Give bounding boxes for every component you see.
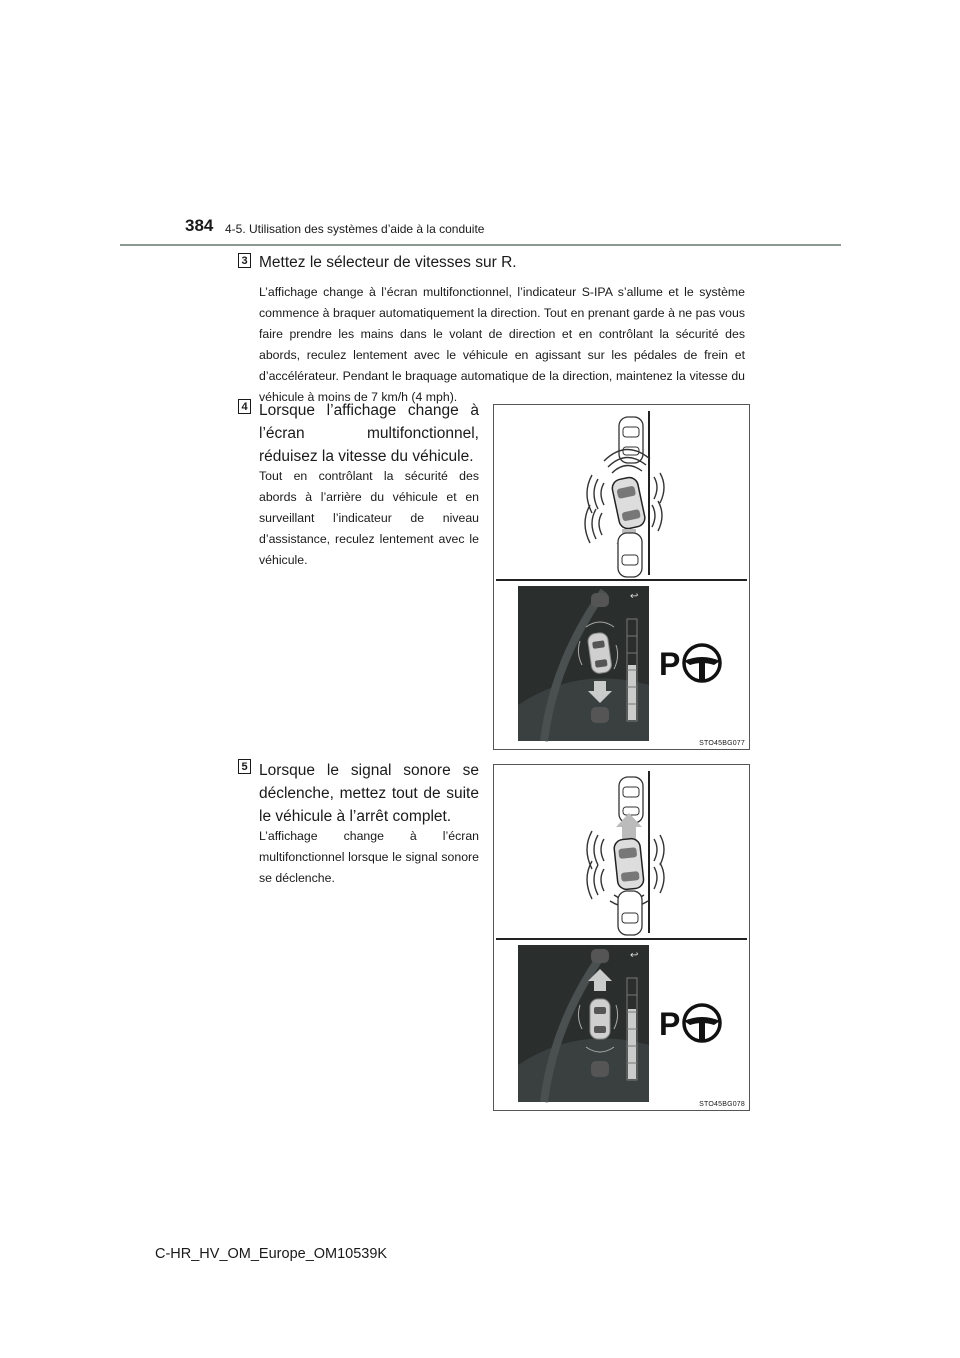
step-title-5: Lorsque le signal sonore se déclenche, mettez tout de suite le véhicule à l’arrêt complet. [259,762,479,825]
steering-wheel-icon [684,645,720,681]
back-icon: ↩ [630,950,639,961]
section-title: 4-5. Utilisation des systèmes d’aide à la conduite [225,222,485,236]
figure-reverse-approach [493,404,750,750]
parked-car-icon [618,891,642,935]
multi-information-display [518,945,649,1102]
parked-car-icon [619,417,643,463]
step-title-3: Mettez le sélecteur de vitesses sur R. [259,254,517,271]
step-title-4: Lorsque l’affichage change à l’écran multifonctionnel, réduisez la vitesse du véhicule. [259,402,479,465]
step-body-4: Tout en contrôlant la sécurité des abords à l’arrière du véhicule et en surveillant l’indicateur de niveau d’assistance, reculez lentement avec le véhicule. [259,469,479,567]
multi-information-display [518,586,649,741]
own-car-icon [611,476,647,530]
figure-code: STO45BG078 [699,1101,745,1108]
parked-car-icon [618,533,642,577]
back-icon: ↩ [630,591,639,602]
own-car-icon [613,838,644,890]
figure-reverse-approach-drawing [494,405,749,749]
figure-stop-vehicle [493,764,750,1111]
parking-assist-icon: P [659,646,681,682]
parking-assist-icon: P [659,1006,681,1042]
steering-wheel-icon [684,1005,720,1041]
figure-stop-vehicle-drawing [494,765,749,1110]
header-divider [120,244,841,246]
page-number: 384 [185,216,214,235]
figure-code: STO45BG077 [699,740,745,747]
step-number-3: 3 [238,253,251,268]
document-code: C-HR_HV_OM_Europe_OM10539K [155,1246,388,1262]
step-body-5: L’affichage change à l’écran multifonctionnel lorsque le signal sonore se déclenche. [259,829,479,885]
step-number-5: 5 [238,759,251,774]
step-number-4: 4 [238,399,251,414]
step-body-3: L’affichage change à l’écran multifonctionnel, l’indicateur S-IPA s’allume et le système commence à braquer automatiquement la direction. Tout en prenant garde à ne pas vous faire prendre les mains dans le volant de direction et en contrôlant la sécurité des abords, reculez lentement avec le véhicule en agissant sur les pédales de frein et d’accélérateur. Pendant le braquage automatique de la direction, maintenez la vitesse du véhicule à moins de 7 km/h (4 mph). [259,285,745,404]
